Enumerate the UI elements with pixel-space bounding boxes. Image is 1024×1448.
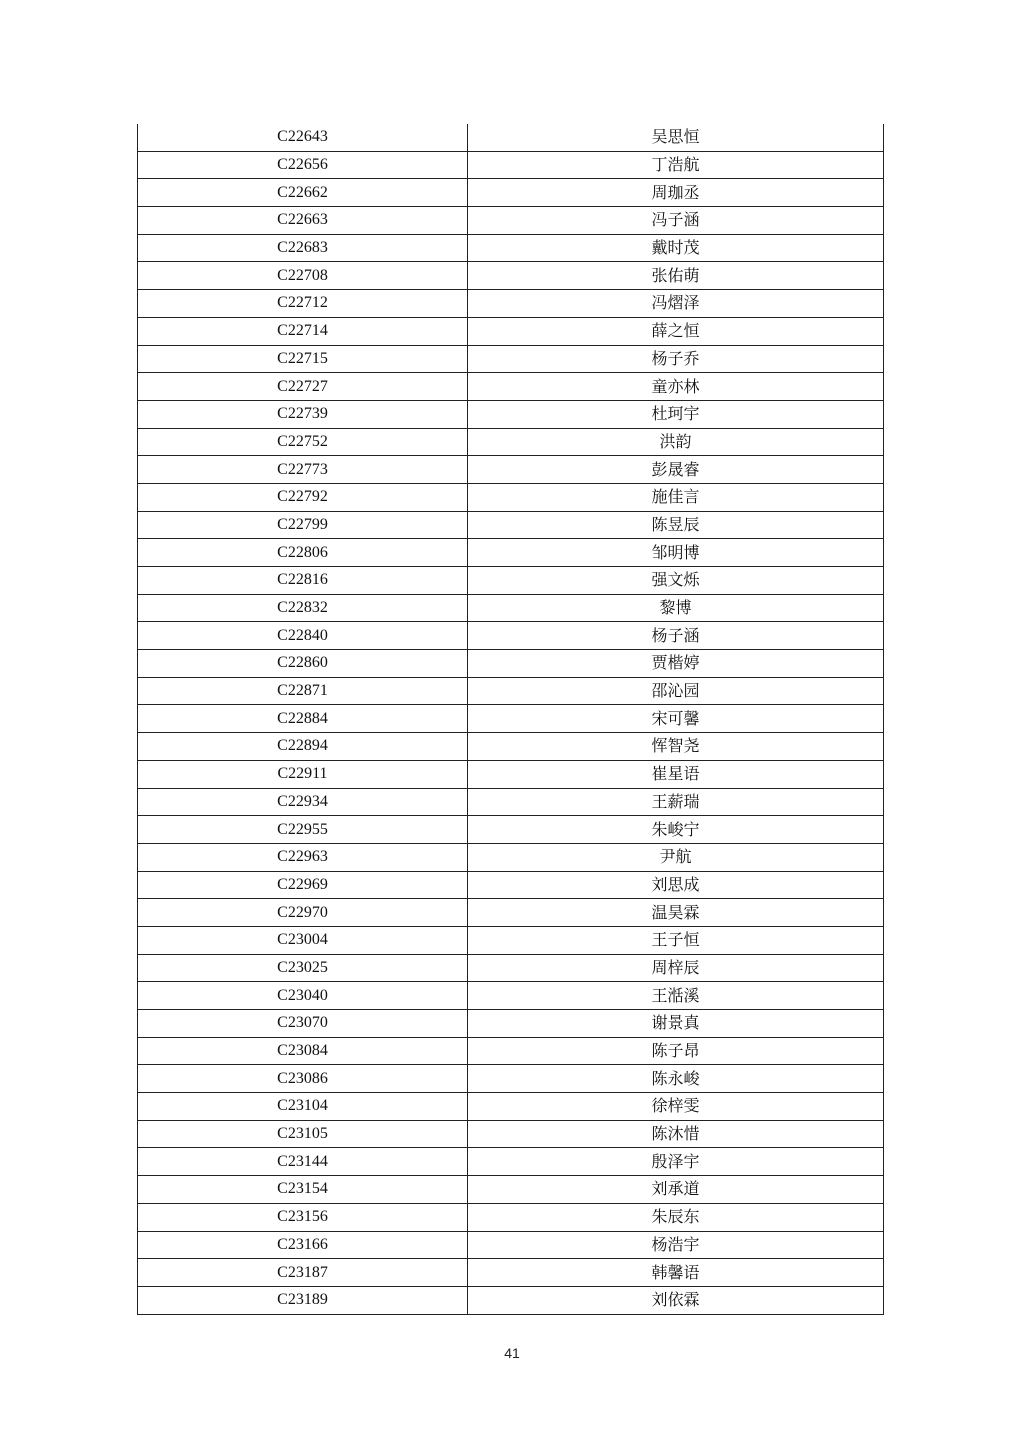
candidate-code-cell: C22708: [138, 262, 468, 290]
candidate-name-cell: 刘思成: [468, 871, 884, 899]
table-row: [138, 567, 884, 595]
candidate-name-cell: 宋可馨: [468, 705, 884, 733]
candidate-name-cell: 薛之恒: [468, 317, 884, 345]
candidate-name-cell: 吴思恒: [468, 124, 884, 151]
candidate-code-cell: C22643: [138, 124, 468, 151]
candidate-name-cell: 朱峻宁: [468, 816, 884, 844]
candidate-name-cell: 杨子乔: [468, 345, 884, 373]
candidate-code-cell: C23004: [138, 926, 468, 954]
candidate-code-cell: C22683: [138, 234, 468, 262]
candidate-name-cell: 丁浩航: [468, 151, 884, 179]
table-row: [138, 1176, 884, 1204]
table-row: [138, 262, 884, 290]
table-row: [138, 234, 884, 262]
candidate-code-cell: C22840: [138, 622, 468, 650]
table-row: [138, 982, 884, 1010]
roster-table-container: [137, 124, 881, 1315]
candidate-name-cell: 彭晟睿: [468, 456, 884, 484]
candidate-code-cell: C23070: [138, 1010, 468, 1038]
table-row: [138, 954, 884, 982]
table-row: [138, 207, 884, 235]
candidate-name-cell: 王子恒: [468, 926, 884, 954]
candidate-code-cell: C22752: [138, 428, 468, 456]
candidate-code-cell: C22871: [138, 677, 468, 705]
candidate-name-cell: 洪韵: [468, 428, 884, 456]
candidate-code-cell: C23105: [138, 1120, 468, 1148]
candidate-code-cell: C22884: [138, 705, 468, 733]
candidate-code-cell: C22832: [138, 594, 468, 622]
table-row: [138, 1037, 884, 1065]
candidate-code-cell: C22894: [138, 733, 468, 761]
table-row: [138, 428, 884, 456]
candidate-name-cell: 冯熠泽: [468, 290, 884, 318]
table-row: [138, 788, 884, 816]
table-row: [138, 816, 884, 844]
table-row: [138, 1120, 884, 1148]
table-row: [138, 539, 884, 567]
table-row: [138, 483, 884, 511]
table-row: [138, 511, 884, 539]
candidate-code-cell: C22860: [138, 650, 468, 678]
candidate-name-cell: 陈永峻: [468, 1065, 884, 1093]
candidate-code-cell: C22773: [138, 456, 468, 484]
candidate-name-cell: 杨子涵: [468, 622, 884, 650]
table-row: [138, 1093, 884, 1121]
candidate-name-cell: 王湉溪: [468, 982, 884, 1010]
candidate-code-cell: C23025: [138, 954, 468, 982]
table-row: [138, 926, 884, 954]
table-row: [138, 317, 884, 345]
candidate-code-cell: C22712: [138, 290, 468, 318]
table-row: [138, 179, 884, 207]
table-row: [138, 1259, 884, 1287]
table-row: [138, 400, 884, 428]
candidate-name-cell: 杜珂宇: [468, 400, 884, 428]
candidate-code-cell: C23154: [138, 1176, 468, 1204]
candidate-code-cell: C22969: [138, 871, 468, 899]
roster-table: [137, 124, 884, 1315]
page-number: 41: [504, 1345, 520, 1361]
table-row: [138, 760, 884, 788]
candidate-name-cell: 黎博: [468, 594, 884, 622]
candidate-name-cell: 王薪瑞: [468, 788, 884, 816]
candidate-name-cell: 尹航: [468, 843, 884, 871]
table-row: [138, 871, 884, 899]
table-row: [138, 1286, 884, 1314]
candidate-name-cell: 冯子涵: [468, 207, 884, 235]
candidate-name-cell: 贾楷婷: [468, 650, 884, 678]
candidate-code-cell: C23144: [138, 1148, 468, 1176]
candidate-code-cell: C22934: [138, 788, 468, 816]
candidate-code-cell: C23189: [138, 1286, 468, 1314]
table-row: [138, 456, 884, 484]
table-row: [138, 1231, 884, 1259]
candidate-name-cell: 邵沁园: [468, 677, 884, 705]
candidate-name-cell: 殷泽宇: [468, 1148, 884, 1176]
candidate-code-cell: C23166: [138, 1231, 468, 1259]
candidate-code-cell: C23156: [138, 1203, 468, 1231]
candidate-code-cell: C23084: [138, 1037, 468, 1065]
candidate-name-cell: 谢景真: [468, 1010, 884, 1038]
table-row: [138, 373, 884, 401]
table-row: [138, 1148, 884, 1176]
candidate-code-cell: C22662: [138, 179, 468, 207]
candidate-code-cell: C22727: [138, 373, 468, 401]
candidate-name-cell: 徐梓雯: [468, 1093, 884, 1121]
table-row: [138, 1203, 884, 1231]
roster-table-body: [138, 124, 884, 1314]
table-row: [138, 843, 884, 871]
candidate-code-cell: C22792: [138, 483, 468, 511]
candidate-code-cell: C22806: [138, 539, 468, 567]
table-row: [138, 1065, 884, 1093]
table-row: [138, 151, 884, 179]
candidate-name-cell: 恽智尧: [468, 733, 884, 761]
candidate-name-cell: 刘承道: [468, 1176, 884, 1204]
table-row: [138, 124, 884, 151]
candidate-code-cell: C23086: [138, 1065, 468, 1093]
candidate-code-cell: C23040: [138, 982, 468, 1010]
table-row: [138, 733, 884, 761]
candidate-code-cell: C23104: [138, 1093, 468, 1121]
candidate-code-cell: C22963: [138, 843, 468, 871]
table-row: [138, 1010, 884, 1038]
candidate-name-cell: 邹明博: [468, 539, 884, 567]
table-row: [138, 290, 884, 318]
candidate-code-cell: C22715: [138, 345, 468, 373]
table-row: [138, 650, 884, 678]
candidate-code-cell: C22955: [138, 816, 468, 844]
candidate-name-cell: 周梓辰: [468, 954, 884, 982]
candidate-code-cell: C22714: [138, 317, 468, 345]
table-row: [138, 594, 884, 622]
candidate-code-cell: C23187: [138, 1259, 468, 1287]
candidate-code-cell: C22739: [138, 400, 468, 428]
candidate-name-cell: 童亦林: [468, 373, 884, 401]
candidate-code-cell: C22816: [138, 567, 468, 595]
candidate-name-cell: 强文烁: [468, 567, 884, 595]
candidate-name-cell: 刘依霖: [468, 1286, 884, 1314]
candidate-name-cell: 韩馨语: [468, 1259, 884, 1287]
candidate-name-cell: 张佑萌: [468, 262, 884, 290]
table-row: [138, 345, 884, 373]
candidate-name-cell: 施佳言: [468, 483, 884, 511]
candidate-name-cell: 陈沐惜: [468, 1120, 884, 1148]
table-row: [138, 899, 884, 927]
candidate-name-cell: 杨浩宇: [468, 1231, 884, 1259]
candidate-name-cell: 温昊霖: [468, 899, 884, 927]
candidate-name-cell: 崔星语: [468, 760, 884, 788]
candidate-name-cell: 戴时茂: [468, 234, 884, 262]
candidate-name-cell: 朱辰东: [468, 1203, 884, 1231]
candidate-code-cell: C22911: [138, 760, 468, 788]
table-row: [138, 622, 884, 650]
candidate-code-cell: C22970: [138, 899, 468, 927]
candidate-name-cell: 陈昱辰: [468, 511, 884, 539]
candidate-code-cell: C22663: [138, 207, 468, 235]
table-row: [138, 705, 884, 733]
candidate-code-cell: C22656: [138, 151, 468, 179]
candidate-name-cell: 陈子昂: [468, 1037, 884, 1065]
candidate-code-cell: C22799: [138, 511, 468, 539]
table-row: [138, 677, 884, 705]
candidate-name-cell: 周珈丞: [468, 179, 884, 207]
